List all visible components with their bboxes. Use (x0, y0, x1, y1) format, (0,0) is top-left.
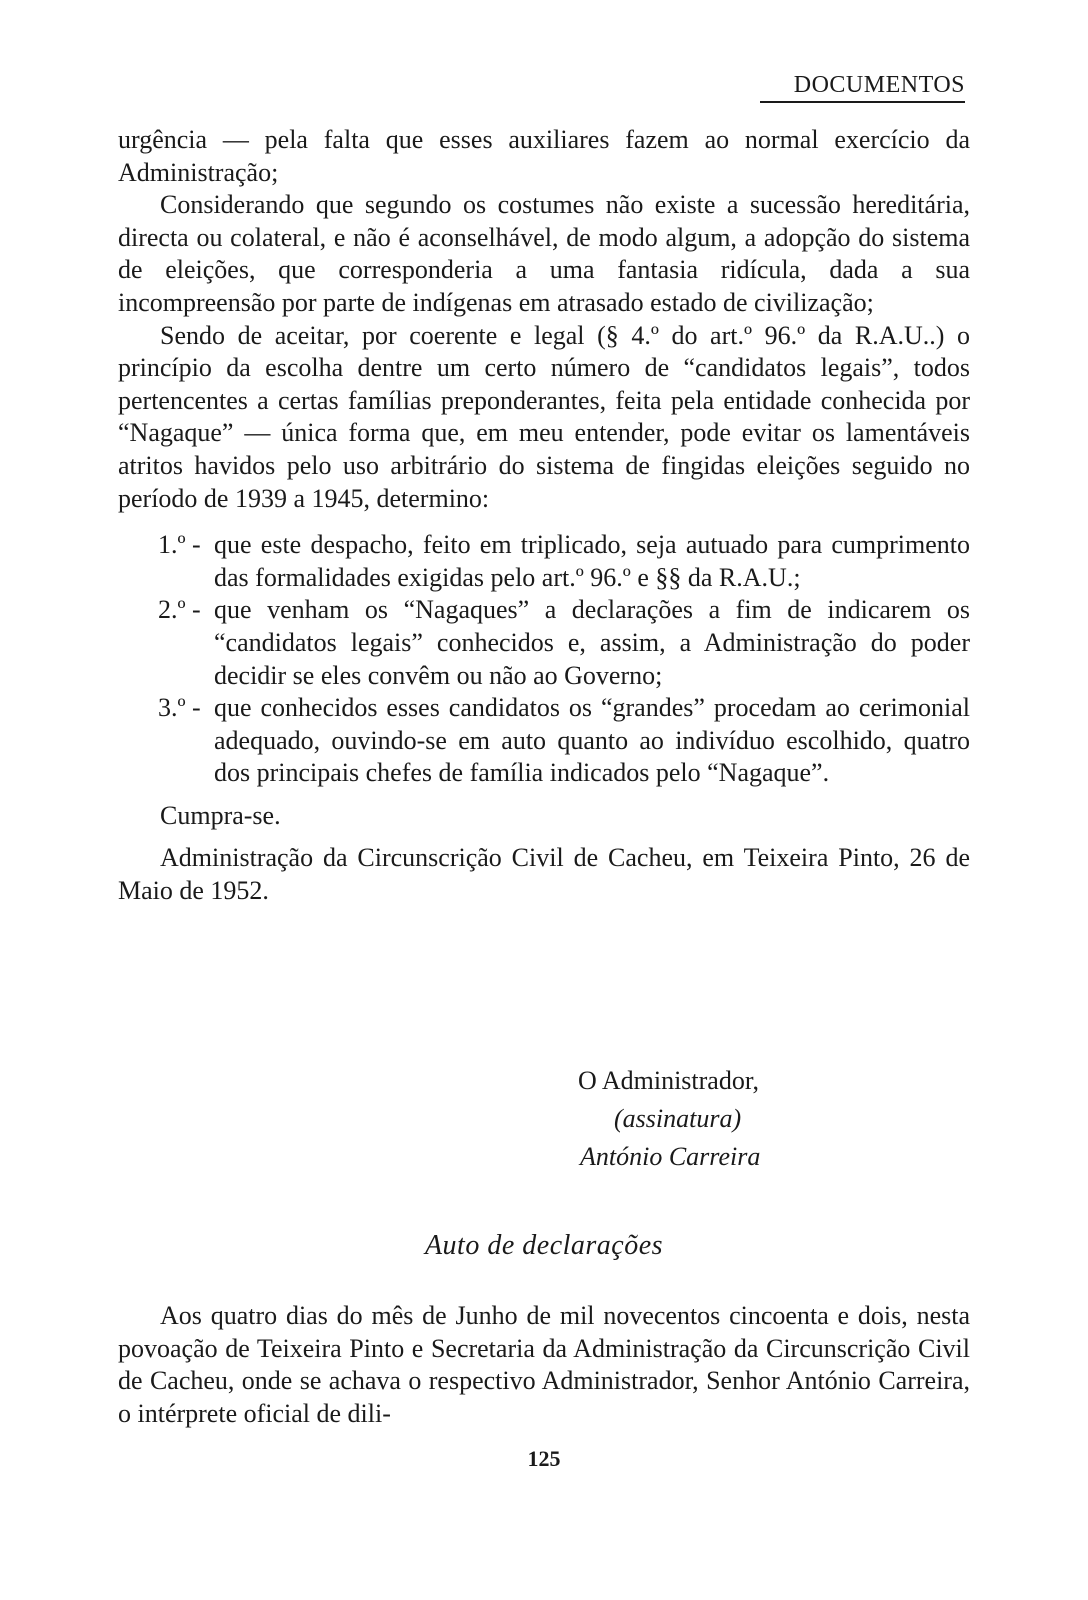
signature-title: O Administrador, (578, 1066, 759, 1095)
list-item-number: 1.º - (158, 530, 201, 560)
paragraph-cumpra-se: Cumpra-se. (160, 800, 281, 830)
page-number: 125 (527, 1446, 561, 1471)
signature-block (578, 1062, 760, 1176)
paragraph-considerando: Considerando que segundo os costumes não existe a sucessão hereditária, directa ou colateral, e não é aconselhável, de modo algum, a adopção do sistema de eleições, que corresponderia a uma fantasia ridícula, dada a sua incompreensão por parte de indígenas em atrasado estado de civilização; (118, 190, 970, 317)
spacer (118, 790, 970, 800)
list-item (118, 692, 970, 790)
paragraph-continuation: urgência — pela falta que esses auxiliares fazem ao normal exercício da Administração; (118, 125, 970, 187)
signature-note: (assinatura) (614, 1104, 742, 1133)
list-item-text: que venham os “Nagaques” a declarações a fim de indicarem os “candidatos legais” conhecidos e, assim, a Administração do poder decidir se eles convêm ou não ao Governo; (214, 595, 970, 690)
running-head: DOCUMENTOS (760, 72, 965, 103)
paragraph-auto: Aos quatro dias do mês de Junho de mil novecentos cincoenta e dois, nesta povoação de Teixeira Pinto e Secretaria da Administração da Circunscrição Civil de Cacheu, onde se achava o respectivo Administrador, Senhor António Carreira, o intérprete oficial de dili- (118, 1301, 970, 1428)
list-item-number: 2.º - (158, 595, 201, 625)
paragraph-place-date: Administração da Circunscrição Civil de Cacheu, em Teixeira Pinto, 26 de Maio de 1952. (118, 843, 970, 906)
list-item (118, 594, 970, 692)
list-item (118, 529, 970, 594)
determination-list (118, 529, 970, 790)
list-item-number: 3.º - (158, 693, 201, 723)
section-title: Auto de declarações (424, 1230, 664, 1261)
main-text-block (118, 124, 970, 908)
spacer (118, 832, 970, 842)
list-item-text: que este despacho, feito em triplicado, seja autuado para cumprimento das formalidades exigidas pelo art.º 96.º e §§ da R.A.U.; (214, 530, 970, 592)
paragraph-sendo: Sendo de aceitar, por coerente e legal (§ 4.º do art.º 96.º da R.A.U..) o princípio da escolha dentre um certo número de “candidatos legais”, todos pertencentes a certas famílias preponderantes, feita pela entidade conhecida por “Nagaque” — única forma que, em meu entender, pode evitar os lamentáveis atritos havidos pelo uso arbitrário do sistema de fingidas eleições seguido no período de 1939 a 1945, determino: (118, 320, 970, 513)
list-item-text: que conhecidos esses candidatos os “grandes” procedam ao cerimonial adequado, ouvindo-se em auto quanto ao indivíduo escolhido, quatro dos principais chefes de família indicados pelo “Nagaque”. (214, 693, 970, 788)
signature-name: António Carreira (580, 1142, 761, 1171)
spacer (118, 515, 970, 529)
